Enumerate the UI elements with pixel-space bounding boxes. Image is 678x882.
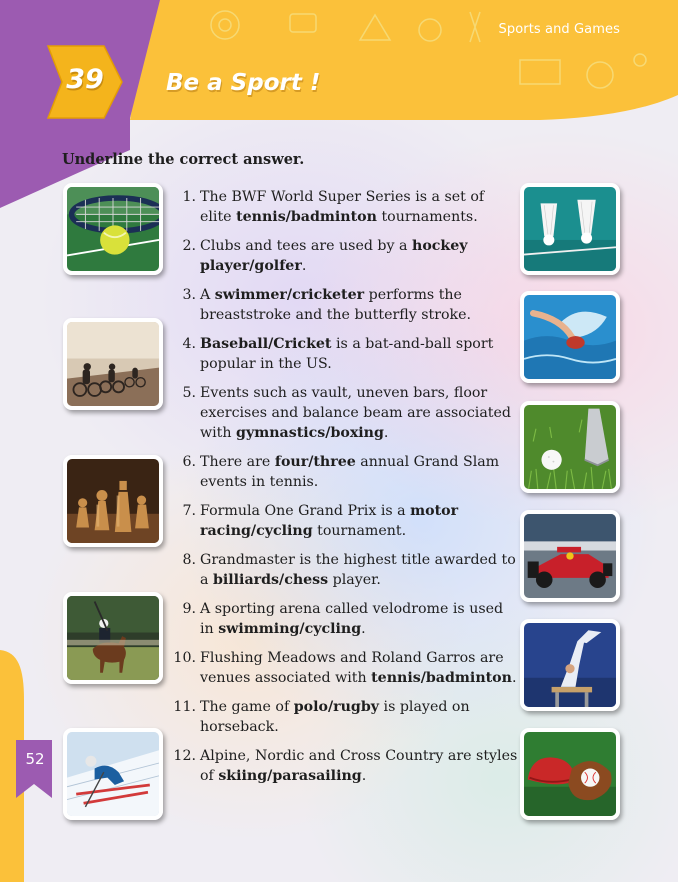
questions-list <box>173 187 518 795</box>
question-number: 4. <box>182 336 196 352</box>
question-item <box>178 236 518 276</box>
badminton-photo <box>520 183 620 275</box>
question-text-after: is a bat-and-ball sport popular in the US. <box>200 336 494 372</box>
answer-choices[interactable]: skiing/parasailing <box>218 768 362 784</box>
answer-choices[interactable]: swimmer/cricketer <box>214 287 365 303</box>
lesson-title: Be a Sport ! <box>166 70 321 96</box>
question-item <box>178 285 518 325</box>
cycling-photo <box>63 318 163 410</box>
question-text-before: Events such as vault, uneven bars, floor exercises and balance beam are associated with <box>200 385 511 441</box>
question-number: 5. <box>182 385 196 401</box>
question-text-after: is played on horseback. <box>200 699 470 735</box>
question-text-before: Alpine, Nordic and Cross Country are styles of <box>200 748 518 784</box>
question-text-before: Grandmaster is the highest title awarded to a <box>200 552 516 588</box>
question-text-after: . <box>511 670 517 686</box>
question-number: 8. <box>182 552 196 568</box>
lesson-number: 39 <box>66 64 104 95</box>
golf-photo <box>520 401 620 493</box>
question-text-before: There are <box>200 454 275 470</box>
question-text-before: The game of <box>200 699 294 715</box>
question-text-after: tournament. <box>312 523 407 539</box>
section-label: Sports and Games <box>498 22 620 37</box>
chess-photo <box>63 455 163 547</box>
question-text-after: . <box>383 425 389 441</box>
answer-choices[interactable]: hockey player/golfer <box>200 238 468 274</box>
question-text-after: performs the breaststroke and the butterfly stroke. <box>200 287 472 323</box>
question-text-after: annual Grand Slam events in tennis. <box>200 454 500 490</box>
question-text-after: player. <box>328 572 381 588</box>
question-text-after: . <box>361 621 366 637</box>
question-text-before: Formula One Grand Prix is a <box>200 503 411 519</box>
question-item <box>178 550 518 590</box>
answer-choices[interactable]: tennis/badminton <box>371 670 512 686</box>
answer-choices[interactable]: Baseball/Cricket <box>200 336 332 352</box>
question-number: 6. <box>182 454 196 470</box>
question-item <box>173 697 518 737</box>
question-number: 2. <box>182 238 196 254</box>
answer-choices[interactable]: swimming/cycling <box>218 621 362 637</box>
question-number: 9. <box>182 601 196 617</box>
question-item <box>178 187 518 227</box>
question-item <box>178 334 518 374</box>
question-number: 1. <box>182 189 196 205</box>
instruction: Underline the correct answer. <box>62 151 305 168</box>
question-number: 3. <box>182 287 196 303</box>
question-item <box>173 746 518 786</box>
question-item <box>173 648 518 688</box>
question-text-before: The BWF World Super Series is a set of elite <box>200 189 485 225</box>
question-number: 11. <box>173 699 196 715</box>
answer-choices[interactable]: four/three <box>274 454 356 470</box>
question-text-before: Clubs and tees are used by a <box>200 238 413 254</box>
question-number: 7. <box>182 503 196 519</box>
swimming-photo <box>520 291 620 383</box>
question-text-before: Flushing Meadows and Roland Garros are venues associated with <box>200 650 504 686</box>
question-text-after: . <box>361 768 367 784</box>
answer-choices[interactable]: billiards/chess <box>212 572 329 588</box>
question-number: 10. <box>173 650 196 666</box>
question-item <box>178 383 518 443</box>
gymnastics-photo <box>520 619 620 711</box>
answer-choices[interactable]: tennis/badminton <box>236 209 377 225</box>
question-text-after: . <box>301 258 307 274</box>
answer-choices[interactable]: gymnastics/boxing <box>236 425 384 441</box>
answer-choices[interactable]: motor racing/cycling <box>200 503 459 539</box>
tennis-photo <box>63 183 163 275</box>
question-item <box>178 501 518 541</box>
polo-photo <box>63 592 163 684</box>
question-item <box>178 599 518 639</box>
skiing-photo <box>63 728 163 820</box>
question-number: 12. <box>173 748 196 764</box>
question-text-after: tournaments. <box>376 209 478 225</box>
question-text-before: A <box>200 287 215 303</box>
baseball-photo <box>520 728 620 820</box>
question-item <box>178 452 518 492</box>
answer-choices[interactable]: polo/rugby <box>293 699 380 715</box>
page-number: 52 <box>25 750 45 768</box>
question-text-before: A sporting arena called velodrome is used in <box>200 601 504 637</box>
formula-one-photo <box>520 510 620 602</box>
